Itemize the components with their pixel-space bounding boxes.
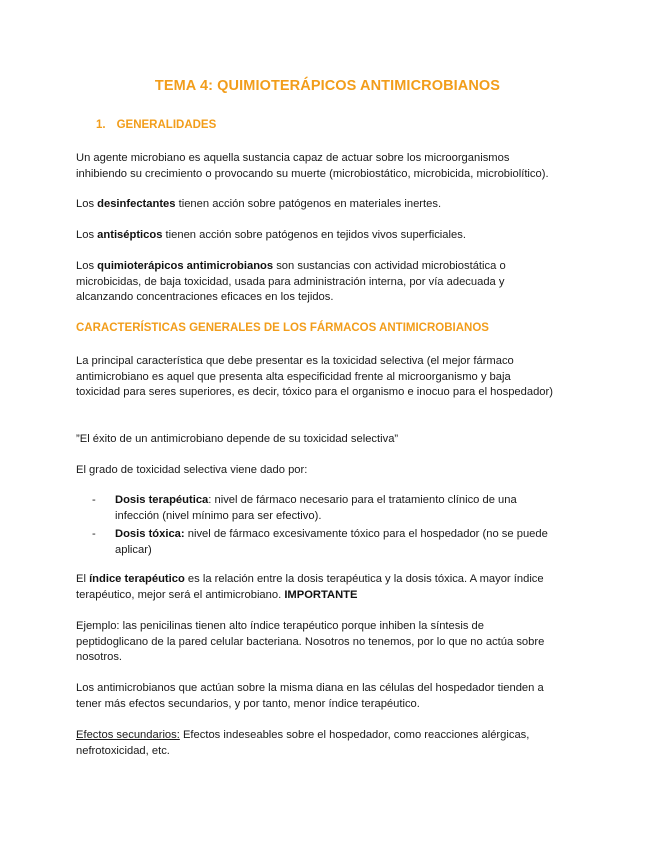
- text-span: Efectos indeseables sobre el hospedador, como reacciones alérgicas, nefrotoxicidad, etc.: [76, 729, 530, 757]
- section-heading-generalidades: [96, 119, 216, 131]
- bold-term-quimioterapicos: quimioterápicos antimicrobianos: [97, 260, 274, 272]
- bold-term-indice-terapeutico: índice terapéutico: [89, 573, 185, 585]
- paragraph-agente-microbiano: Un agente microbiano es aquella sustancia capaz de actuar sobre los microorganismos inhibiendo su crecimiento o provocando su muerte (microbiostático, microbicida, microbiolítico).: [76, 152, 549, 180]
- paragraph-misma-diana: Los antimicrobianos que actúan sobre la misma diana en las células del hospedador tienden a tener más efectos secundarios, y por tanto, menor índice terapéutico.: [76, 682, 544, 710]
- paragraph-toxicidad-selectiva: La principal característica que debe presentar es la toxicidad selectiva (el mejor fármaco antimicrobiano es aquel que presenta alta especificidad frente al microorganismo y baja toxicidad para seres superiores, es decir, tóxico para el organismo e inocuo para el hospedador): [76, 355, 553, 399]
- text-span: Los: [76, 198, 98, 210]
- list-item-dosis-toxica: [92, 527, 554, 558]
- bold-term-importante: IMPORTANTE: [284, 588, 358, 601]
- paragraph-ejemplo-penicilinas: Ejemplo: las penicilinas tienen alto índice terapéutico porque inhiben la síntesis de peptidoglicano de la pared celular bacteriana. Nosotros no tenemos, por lo que no actúa sobre nosotros.: [76, 620, 545, 664]
- text-span: son sustancias con actividad microbiostática o microbicidas, de baja toxicidad, usada para administración interna, por vía adecuada y alcanzando concentraciones eficaces en los tejidos.: [76, 260, 506, 304]
- bold-term-desinfectantes: desinfectantes: [97, 198, 176, 210]
- dose-list: [92, 493, 554, 562]
- paragraph-grado-toxicidad: El grado de toxicidad selectiva viene dado por:: [76, 464, 308, 476]
- text-span: Los: [76, 229, 98, 241]
- paragraph-quimioterapicos: [76, 259, 556, 306]
- list-item-text: : nivel de fármaco necesario para el tratamiento clínico de una infección (nivel mínimo para ser efectivo).: [115, 494, 517, 522]
- paragraph-indice-terapeutico: [76, 572, 556, 603]
- subheading-caracteristicas: CARACTERÍSTICAS GENERALES DE LOS FÁRMACOS ANTIMICROBIANOS: [76, 322, 489, 334]
- text-span: tienen acción sobre patógenos en materiales inertes.: [175, 198, 442, 210]
- document-title: TEMA 4: QUIMIOTERÁPICOS ANTIMICROBIANOS: [154, 78, 501, 94]
- section-label: GENERALIDADES: [116, 119, 217, 131]
- list-dash: -: [92, 528, 96, 541]
- text-span: es la relación entre la dosis terapéutica y la dosis tóxica. A mayor índice terapéutico, mejor será el antimicrobiano.: [76, 573, 544, 601]
- bold-term-dosis-toxica: Dosis tóxica:: [115, 528, 185, 541]
- list-item-text: nivel de fármaco excesivamente tóxico para el hospedador (no se puede aplicar): [115, 528, 548, 557]
- underlined-term-efectos-secundarios: Efectos secundarios:: [76, 729, 180, 741]
- list-dash: -: [92, 494, 96, 506]
- section-number: 1.: [96, 119, 106, 131]
- paragraph-antisepticos: [76, 228, 556, 244]
- text-span: tienen acción sobre patógenos en tejidos vivos superficiales.: [162, 229, 466, 241]
- paragraph-desinfectantes: [76, 197, 556, 213]
- text-span: El: [76, 573, 90, 585]
- list-item-dosis-terapeutica: [92, 493, 554, 524]
- bold-term-antisepticos: antisépticos: [97, 229, 163, 241]
- paragraph-quote: ”El éxito de un antimicrobiano depende de su toxicidad selectiva”: [76, 433, 399, 445]
- bold-term-dosis-terapeutica: Dosis terapéutica: [115, 494, 209, 506]
- paragraph-efectos-secundarios: [76, 728, 556, 759]
- text-span: Los: [76, 260, 98, 272]
